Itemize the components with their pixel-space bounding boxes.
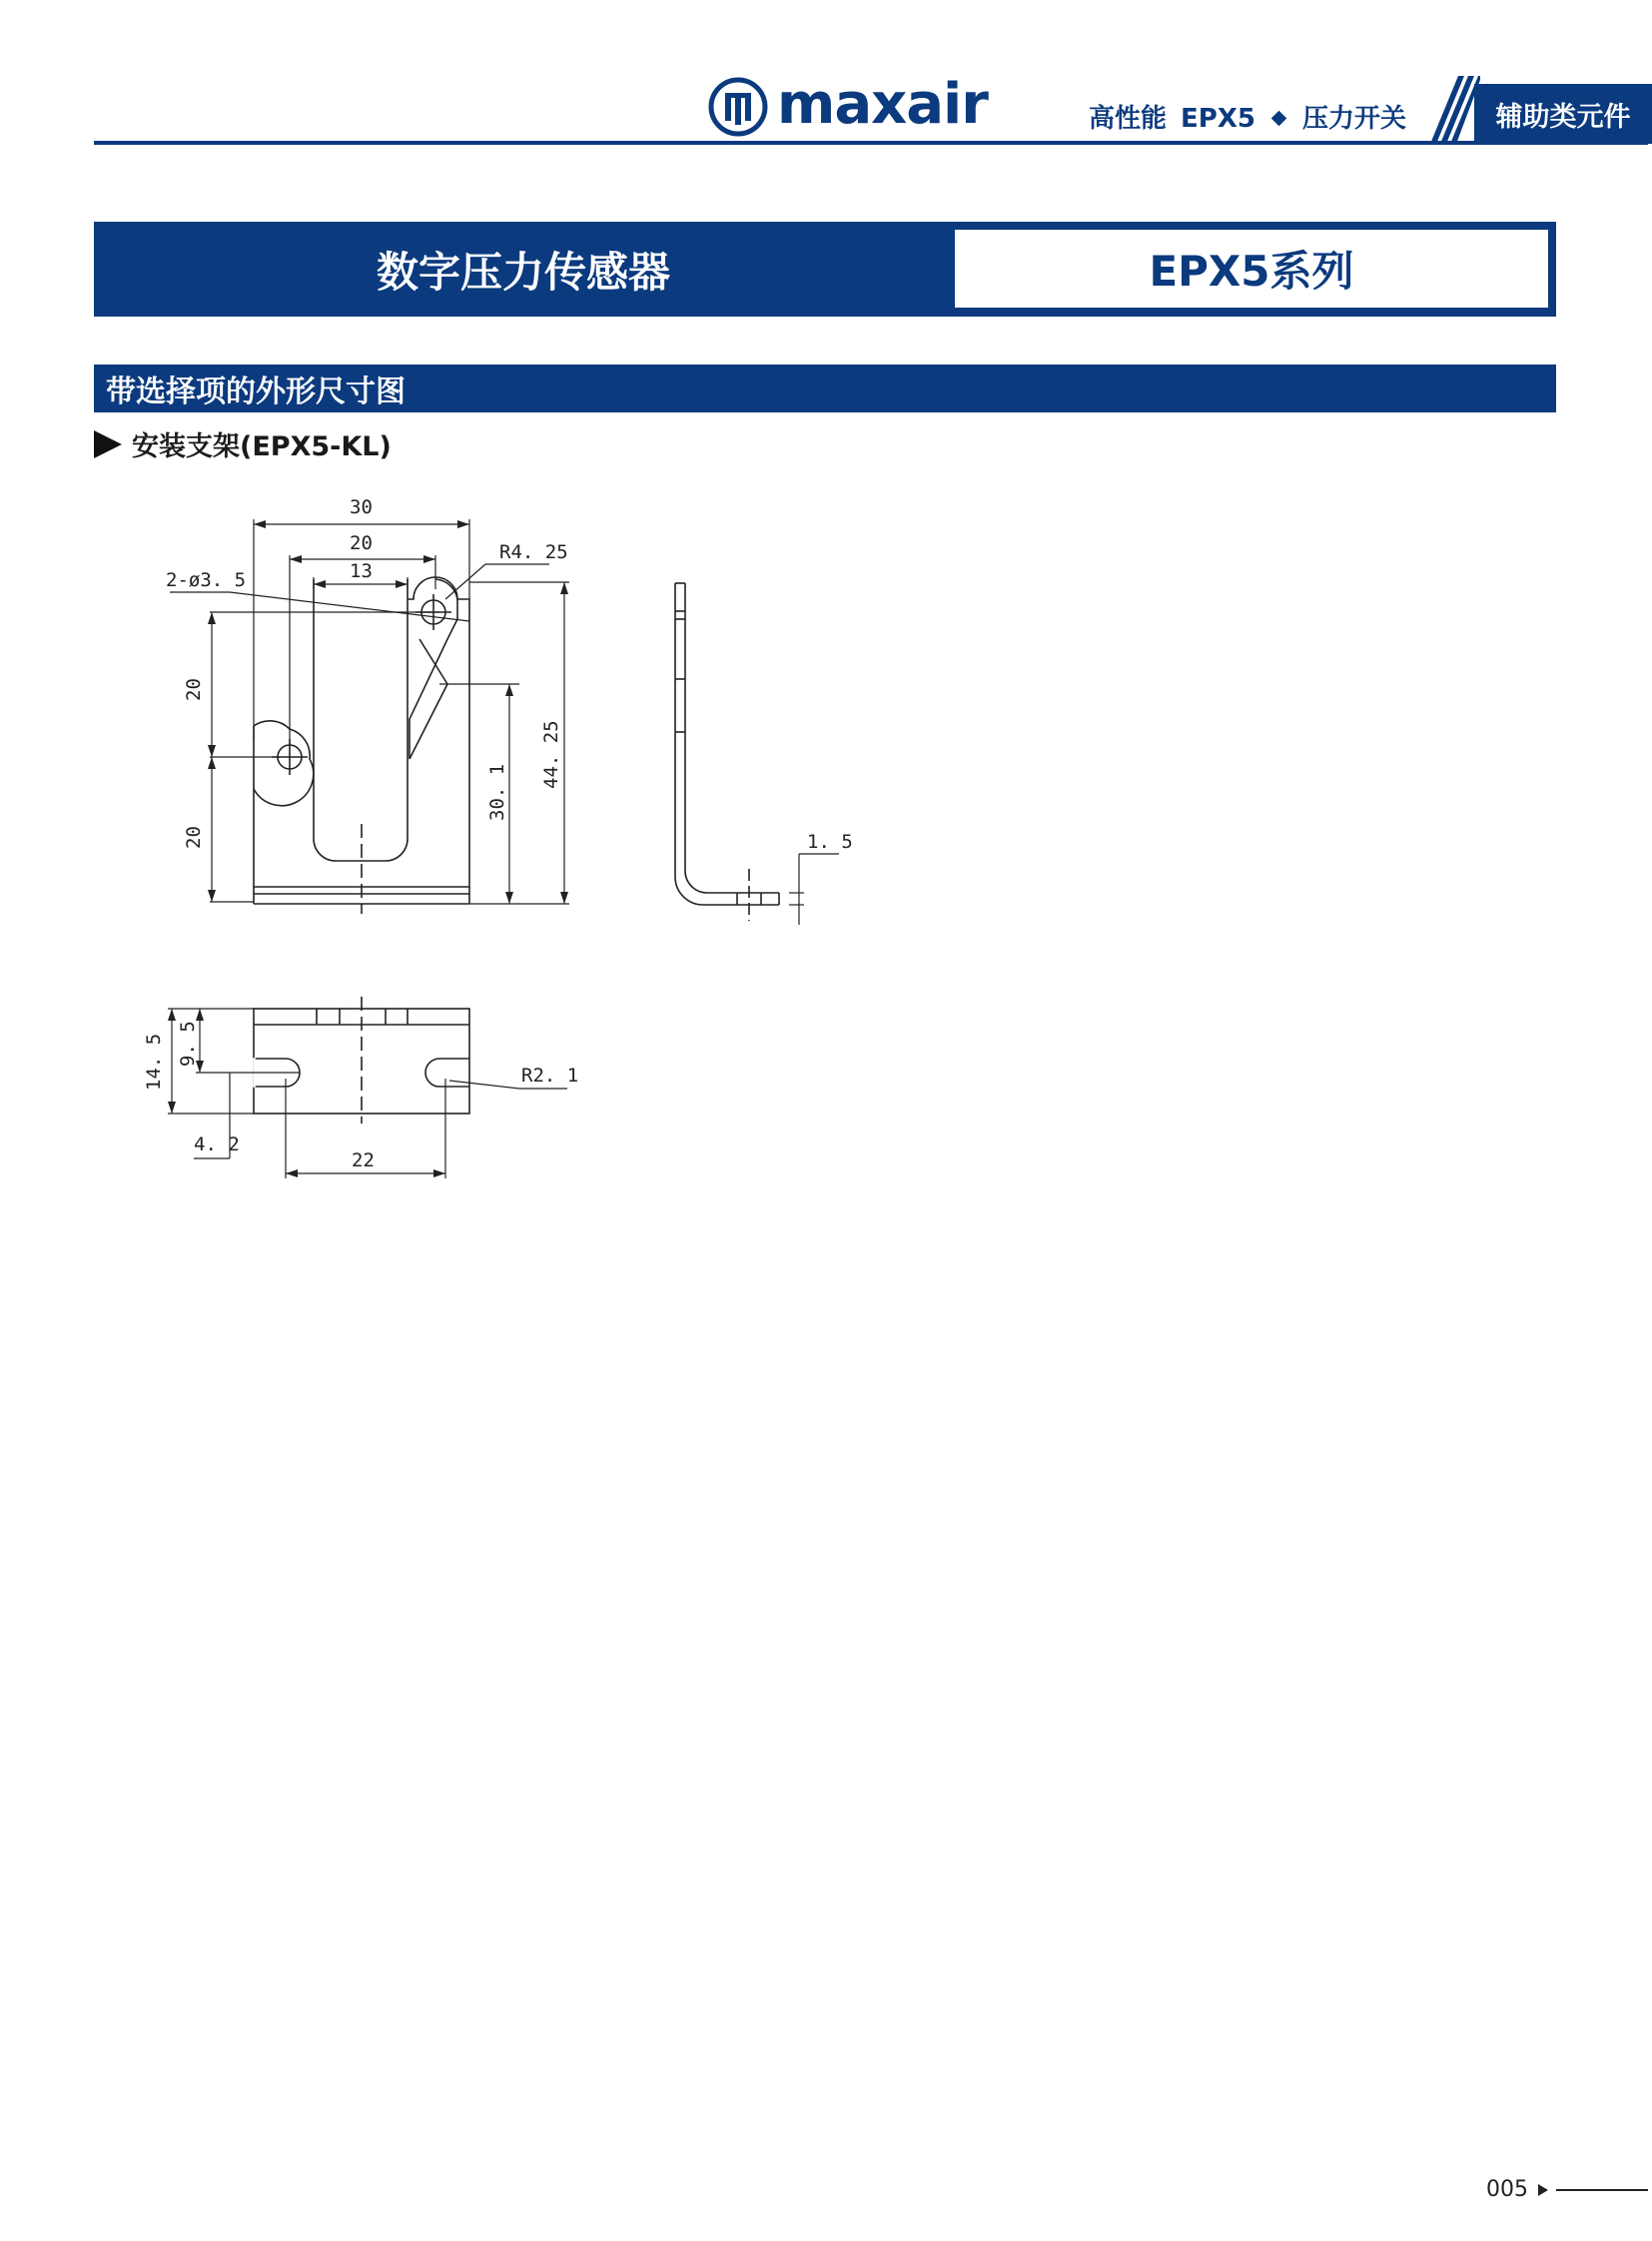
dim-text: 20: [350, 532, 373, 554]
dim-text: R4. 25: [499, 541, 568, 563]
header-title-part: 压力开关: [1301, 104, 1406, 134]
subsection-label: 安装支架(EPX5-KL): [132, 431, 392, 462]
header-title-part: EPX5: [1181, 104, 1255, 134]
side-view: [675, 583, 839, 925]
dim-text: 14. 5: [143, 1033, 165, 1091]
arrow-right-icon: [1538, 2184, 1548, 2196]
section-title: 带选择项的外形尺寸图: [94, 365, 1556, 412]
dim-text: 9. 5: [177, 1021, 199, 1067]
dim-text: 30. 1: [486, 763, 508, 821]
dim-text: 20: [183, 678, 205, 701]
header-title-part: 高性能: [1089, 104, 1168, 134]
dim-text: 20: [183, 826, 205, 849]
dim-text: 13: [350, 560, 373, 582]
dim-text: 4. 2: [194, 1133, 240, 1155]
dim-text: 2-ø3. 5: [166, 569, 247, 591]
page-number: [1486, 2177, 1648, 2202]
series-title: EPX5系列: [955, 230, 1548, 308]
category-tab: 辅助类元件: [1474, 84, 1652, 144]
brand-name: maxair: [777, 72, 988, 137]
dim-text: R2. 1: [521, 1065, 579, 1087]
dim-text: 22: [352, 1149, 375, 1171]
dim-text: 1. 5: [807, 831, 853, 853]
front-arrows: [208, 520, 568, 904]
dim-text: 30: [350, 496, 373, 518]
footer-rule: [1556, 2189, 1648, 2191]
front-view: [254, 577, 469, 914]
dim-text: 44. 25: [540, 720, 562, 789]
page-number-label: 005: [1486, 2177, 1528, 2202]
product-title: 数字压力传感器: [376, 247, 670, 297]
